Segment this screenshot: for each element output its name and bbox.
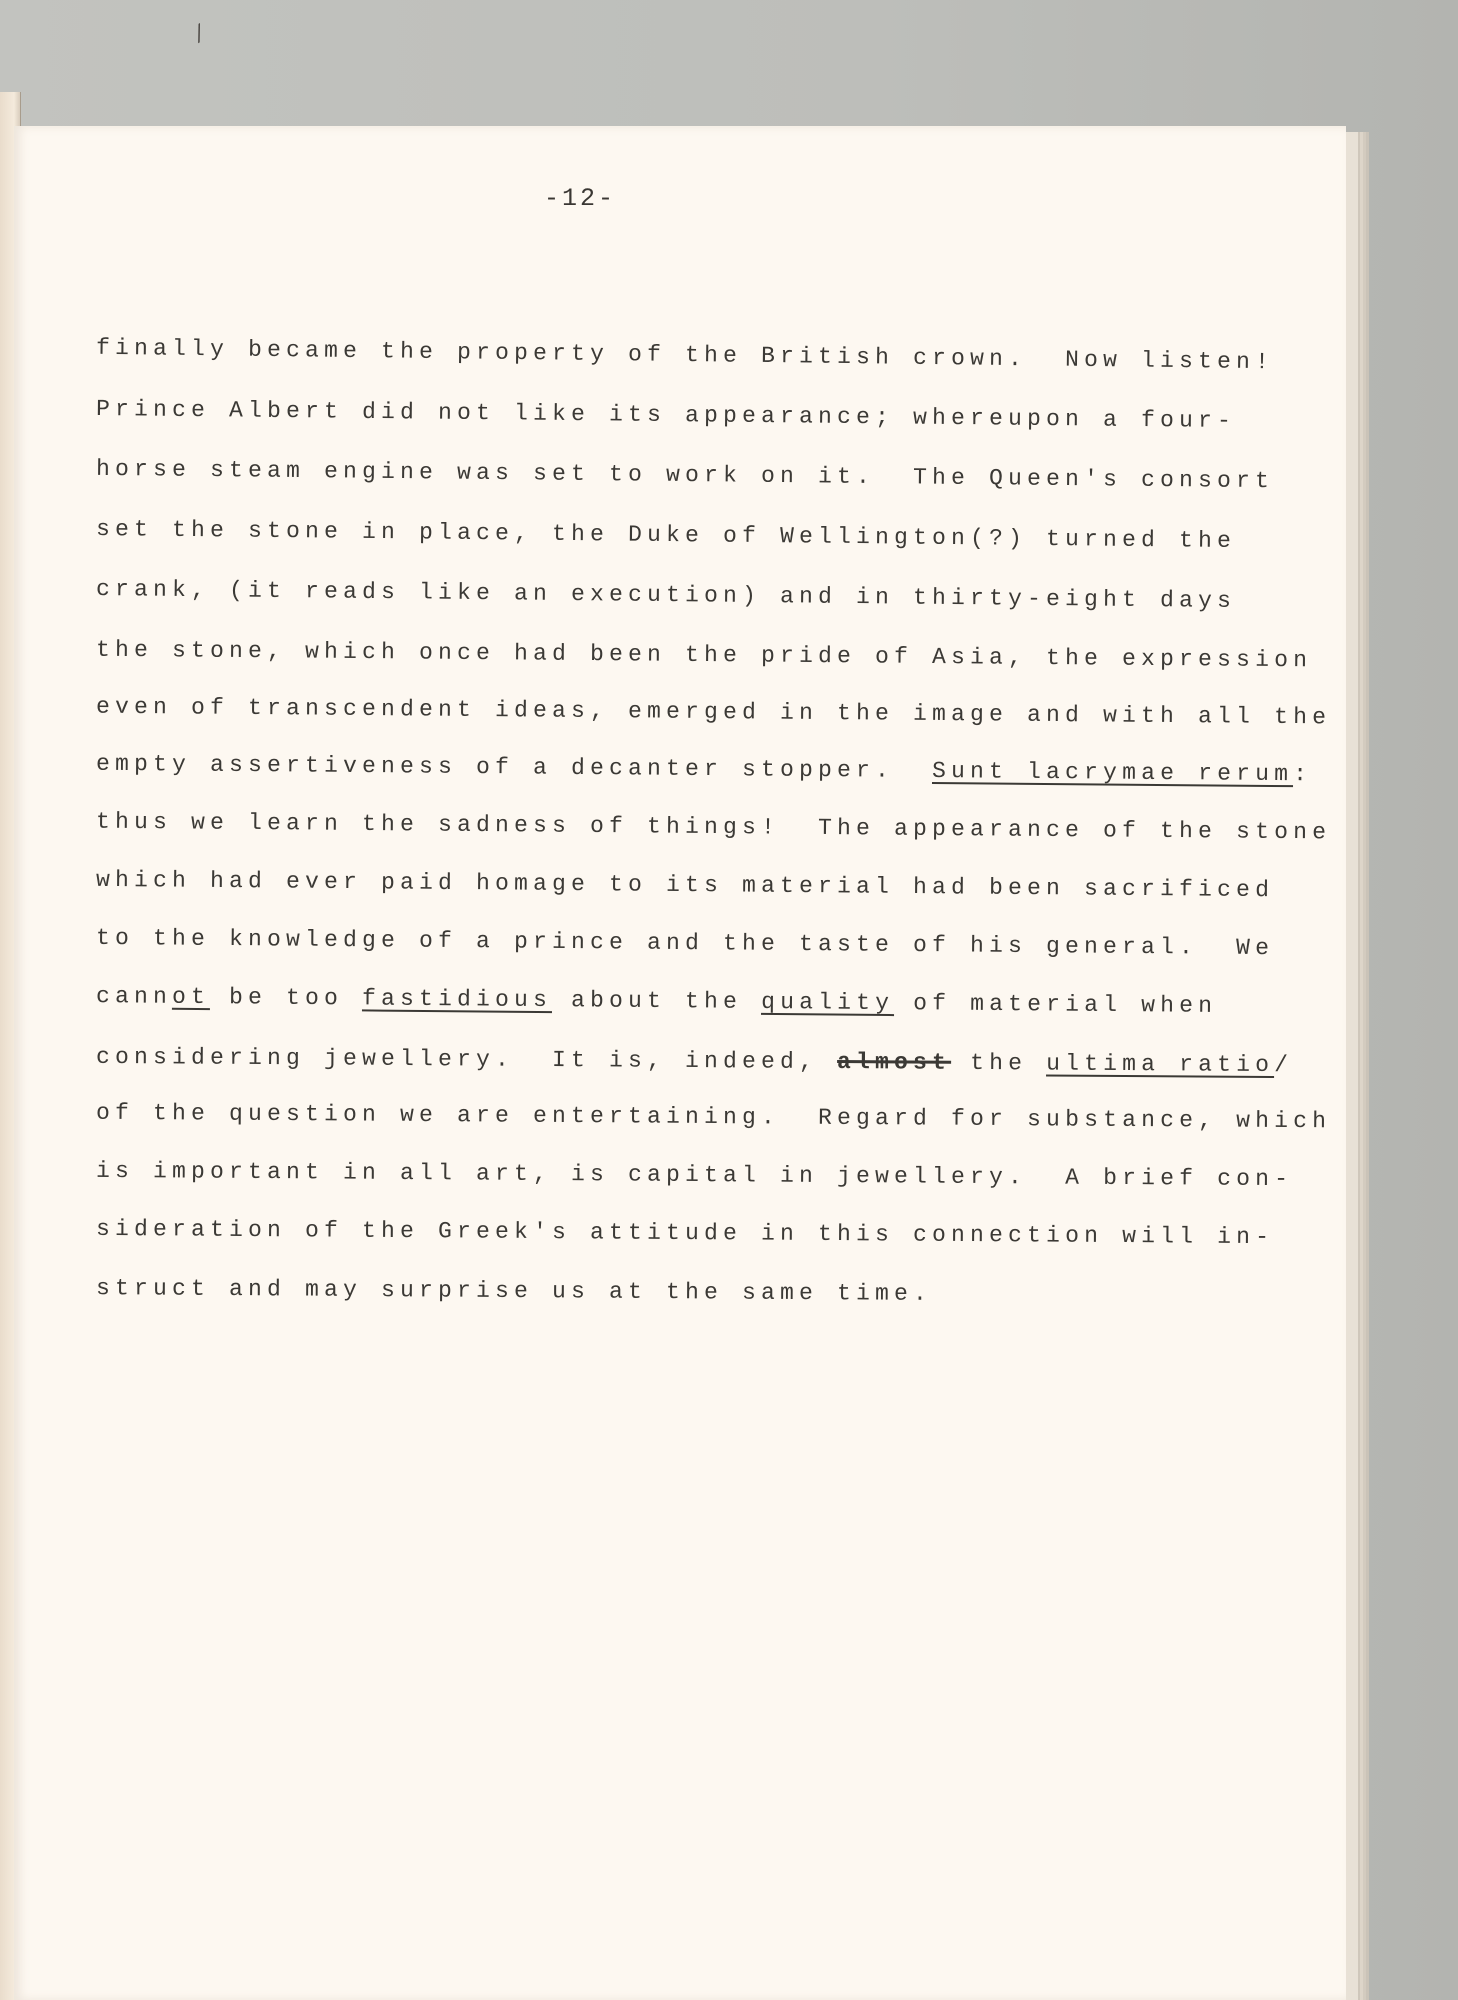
- line-text: Prince Albert did not like its appearance; whereupon a four-: [95, 396, 1237, 434]
- typewritten-page: [14, 126, 1346, 2000]
- text-line: [96, 1098, 1331, 1137]
- line-text: crank, (it reads like an execution) and in thirty-eight days: [95, 576, 1237, 614]
- text-line: [96, 394, 1236, 436]
- line-text: of material when: [894, 990, 1218, 1019]
- text-line: [96, 865, 1274, 905]
- line-text: finally became the property of the British crown. Now listen!: [95, 334, 1275, 376]
- line-text: horse steam engine was set to work on it. The Queen's consort: [95, 455, 1275, 495]
- page-number: -12-: [543, 184, 616, 213]
- line-text: struct and may surprise us at the same time.: [95, 1275, 933, 1307]
- text-line: [96, 981, 1217, 1021]
- underlined-word: fastidious: [361, 985, 553, 1014]
- line-text: :: [1293, 761, 1313, 788]
- line-text: considering jewellery. It is, indeed,: [95, 1043, 838, 1075]
- underlined-phrase: Sunt lacrymae rerum: [931, 757, 1294, 788]
- underlined-word: ot: [171, 983, 211, 1011]
- line-text: which had ever paid homage to its material had been sacrificed: [95, 866, 1275, 904]
- underlined-word: quality: [761, 988, 895, 1017]
- text-line: [96, 1156, 1293, 1194]
- line-text: the stone, which once had been the pride of Asia, the expression: [95, 636, 1313, 674]
- underlined-phrase: ultima ratio: [1046, 1050, 1275, 1079]
- line-text: /: [1274, 1052, 1294, 1079]
- text-line: [96, 1214, 1274, 1252]
- line-text: thus we learn the sadness of things! The appearance of the stone: [95, 808, 1332, 846]
- text-line: [96, 574, 1236, 616]
- line-text: be too: [209, 984, 363, 1012]
- line-text: about the: [551, 987, 762, 1015]
- text-line: [96, 635, 1312, 676]
- text-line: [96, 807, 1331, 848]
- text-line: [96, 692, 1331, 733]
- pencil-tick-mark: ⁄: [191, 22, 208, 47]
- line-text: the: [951, 1049, 1047, 1077]
- line-text: is important in all art, is capital in jewellery. A brief con-: [95, 1157, 1294, 1193]
- line-text: to the knowledge of a prince and the taste of his general. We: [95, 924, 1275, 962]
- line-text: set the stone in place, the Duke of Wellington(?) turned the: [95, 516, 1237, 554]
- line-text: cann: [95, 983, 173, 1010]
- line-text: even of transcendent ideas, emerged in the image and with all the: [95, 693, 1332, 731]
- line-text: of the question we are entertaining. Regard for substance, which: [95, 1099, 1332, 1135]
- line-text: sideration of the Greek's attitude in this connection will in-: [95, 1215, 1275, 1251]
- line-text: empty assertiveness of a decanter stopper.: [95, 750, 933, 784]
- text-line: [96, 454, 1274, 496]
- text-line: [96, 333, 1274, 377]
- text-line: [96, 514, 1236, 556]
- text-line: [96, 749, 1312, 790]
- text-line: [96, 1273, 932, 1309]
- text-line: [96, 1042, 1293, 1080]
- struck-out-word: almost: [836, 1048, 952, 1076]
- text-line: [96, 923, 1274, 963]
